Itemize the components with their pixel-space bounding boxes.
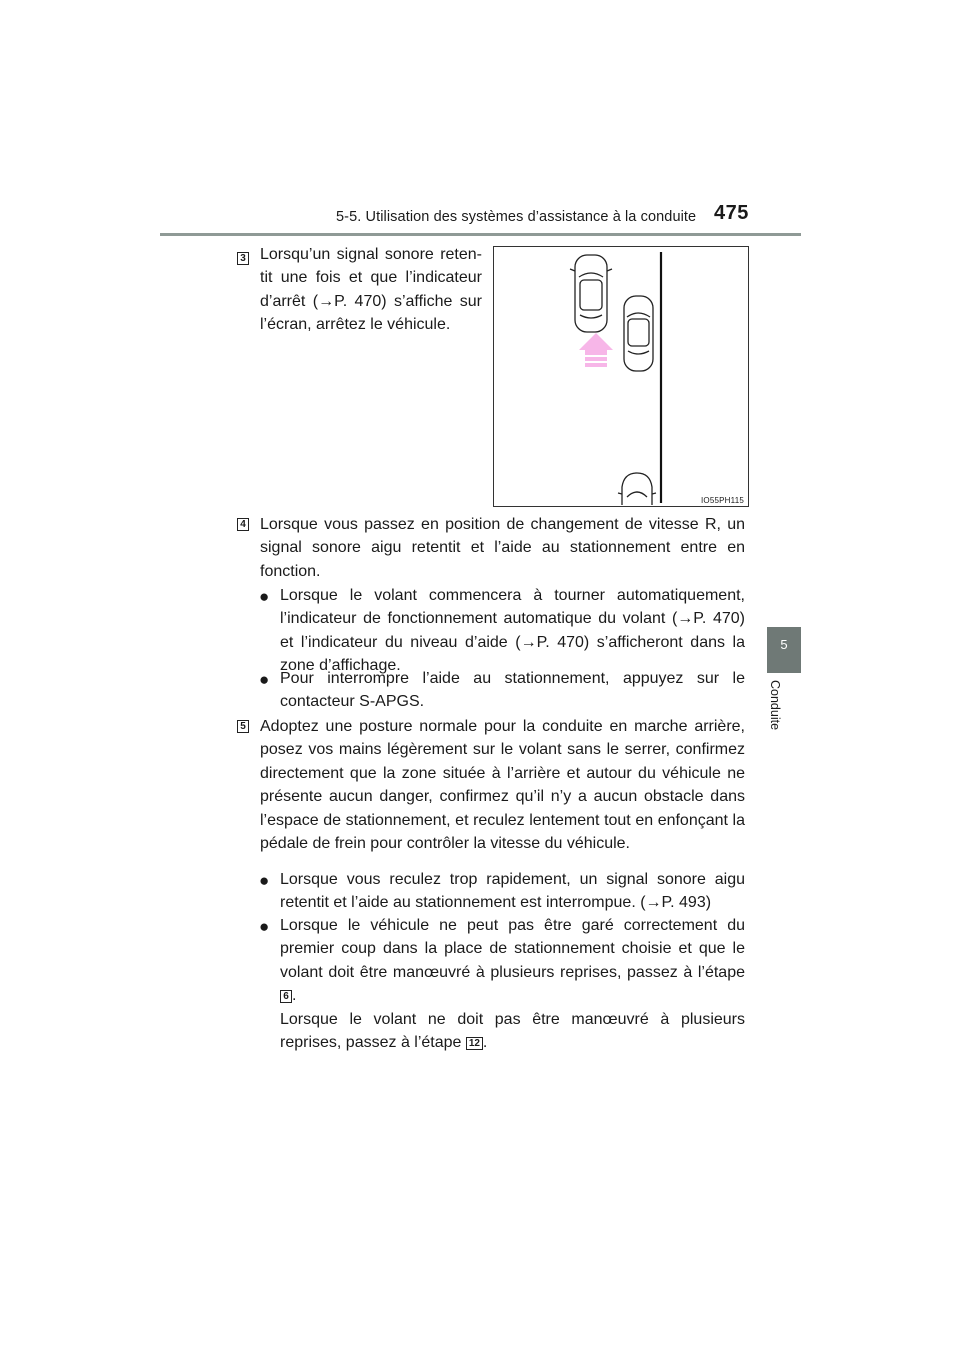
- step-4-bullet-1: Lorsque le volant commencera à tourner automatiquement, l’indicateur de fonctionnement automatique du volant (→P. 470) et l’indicateur du niveau d’aide (→P. 470) s’afficheront dans la zone d’affichage.: [280, 587, 745, 675]
- step-12-reference[interactable]: 12: [466, 1037, 483, 1050]
- direction-arrow-icon: [579, 333, 613, 367]
- bullet-2-end-a: .: [292, 987, 297, 1005]
- bullet-icon: ●: [259, 917, 270, 936]
- page-number: 475: [714, 202, 749, 224]
- rear-car-icon: [618, 473, 656, 505]
- parking-diagram: [494, 247, 750, 508]
- figure-code: IO55PH115: [700, 496, 744, 505]
- parking-illustration: [493, 246, 749, 507]
- bullet-icon: ●: [259, 587, 270, 606]
- step-3-line-1: Lorsqu’un signal sonore reten-: [260, 246, 482, 263]
- step-4-bullet-2: Pour interrompre l’aide au stationnement, appuyez sur le contacteur S-APGS.: [280, 670, 745, 711]
- step-3-line-2: tit une fois et que l’indicateur: [260, 269, 482, 287]
- step-3-line-4: l’écran, arrêtez le véhicule.: [260, 316, 451, 334]
- chapter-tab: [767, 627, 801, 673]
- step-5-text: Adoptez une posture normale pour la conduite en marche arrière, posez vos mains légèrement sur le volant sans le serrer, confirmez directement que la zone située à l’arrière et autour du véhicule ne présente aucun danger, confirmez qu’il n’y a aucun obstacle dans l’espace de stationnement, et reculez lentement tout en enfonçant la pédale de frein pour contrôler la vitesse du véhicule.: [260, 718, 745, 853]
- step-3-badge: 3: [237, 252, 249, 265]
- bullet-icon: ●: [259, 871, 270, 890]
- step-5-badge: 5: [237, 720, 249, 733]
- step-5-bullet-1: Lorsque vous reculez trop rapidement, un signal sonore aigu retentit et l’aide au stationnement est interrompue. (→P. 493): [280, 871, 745, 912]
- step-4-badge: 4: [237, 518, 249, 531]
- chapter-label: [770, 680, 794, 760]
- step-3-text: [260, 243, 482, 337]
- chapter-number: 5: [780, 637, 788, 652]
- bullet-2-end-b: .: [482, 1034, 488, 1052]
- parked-car-icon: [624, 296, 653, 371]
- step-6-reference[interactable]: 6: [280, 990, 292, 1003]
- bullet-2-text-a: Lorsque le véhicule ne peut pas être garé correctement du premier coup dans la place de stationnement choisie et que le volant doit être manœuvré à plusieurs reprises, passez à l’étape: [280, 917, 745, 981]
- step-4-text: Lorsque vous passez en position de changement de vitesse R, un signal sonore aigu retentit et l’aide au stationnement entre en fonction.: [260, 516, 745, 580]
- step-5-bullet-2: [280, 914, 745, 1054]
- own-car-icon: [570, 255, 612, 332]
- bullet-2-text-b: Lorsque le volant ne doit pas être manœuvré à plusieurs reprises, passez à l’étape: [280, 1010, 745, 1052]
- running-header: 5-5. Utilisation des systèmes d’assistance à la conduite: [336, 209, 697, 225]
- chapter-label-text: Conduite: [768, 680, 782, 731]
- step-3-line-3: d’arrêt (→P. 470) s’affiche sur: [260, 292, 482, 310]
- header-divider: [160, 233, 801, 236]
- bullet-icon: ●: [259, 670, 270, 689]
